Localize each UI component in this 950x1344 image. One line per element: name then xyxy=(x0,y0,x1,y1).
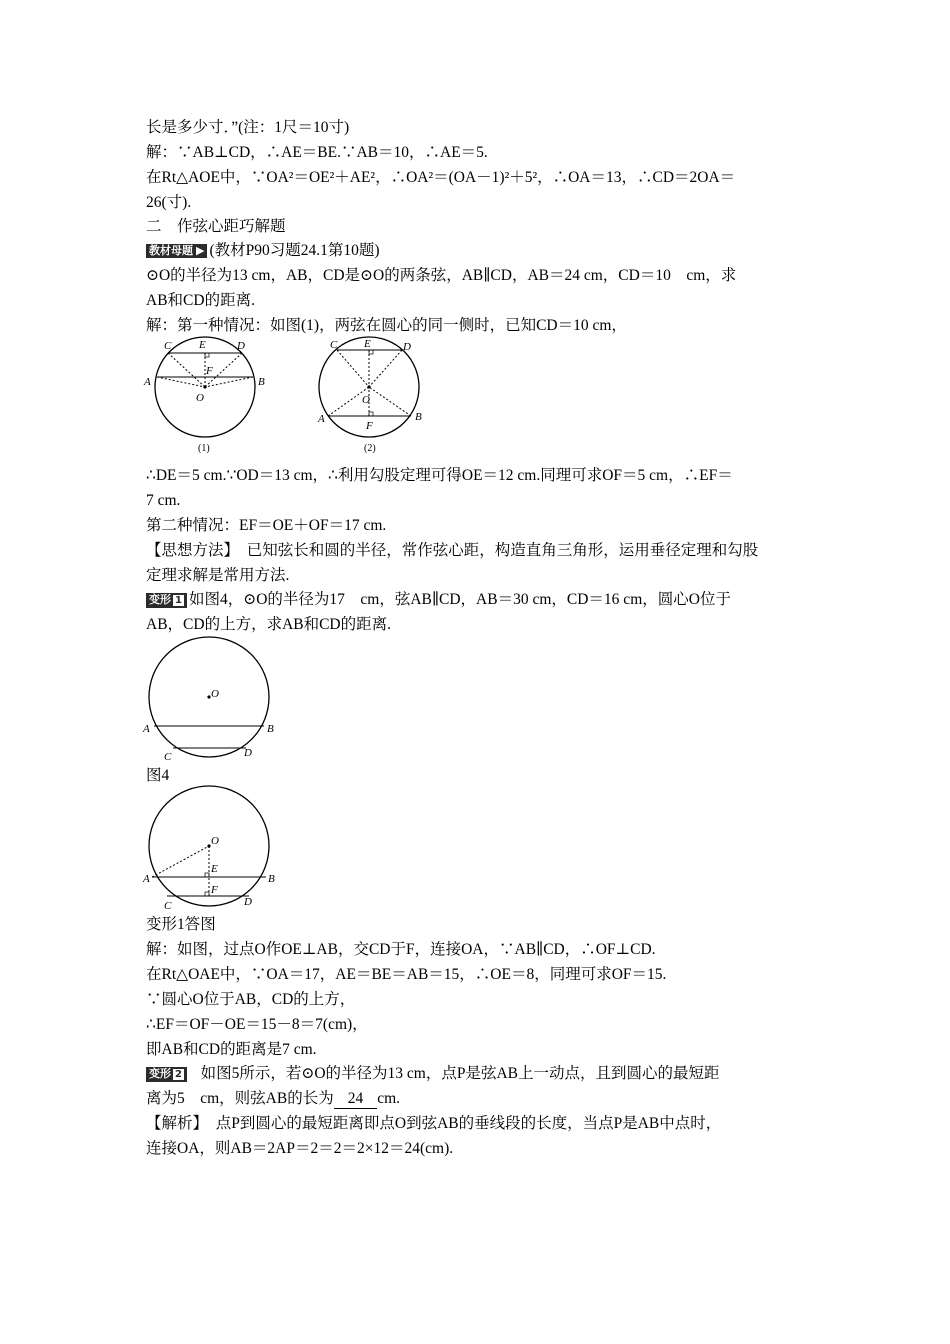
fig2-label-c: C xyxy=(330,339,338,351)
variant-1-tag: 变形 1 xyxy=(146,593,187,608)
ans-label-d: D xyxy=(244,896,252,908)
fig1-label-a: A xyxy=(144,376,151,388)
text-line-3: 在Rt△AOE中，∵OA²＝OE²＋AE²，∴OA²＝(OA－1)²＋5²，∴OA＝13，∴CD＝2OA＝ xyxy=(146,169,736,186)
text-line-11: 7 cm. xyxy=(146,492,181,509)
section-heading: 二 作弦心距巧解题 xyxy=(146,218,286,235)
fig4-label-a: A xyxy=(143,723,150,735)
text-line-9: 解：第一种情况：如图(1)，两弦在圆心的同一侧时，已知CD＝10 cm， xyxy=(146,317,627,334)
text-line-18: 在Rt△OAE中，∵OA＝17，AE＝BE＝AB＝15，∴OE＝8，同理可求OF＝15. xyxy=(146,966,667,983)
fig1-label-e: E xyxy=(199,339,206,351)
fig2-label-a: A xyxy=(318,413,325,425)
textbook-tag: 教材母题 ▶ xyxy=(146,244,207,258)
text-line-6: 教材母题 ▶ (教材P90习题24.1第10题) xyxy=(146,240,380,262)
ans-label-f: F xyxy=(211,884,218,896)
text-line-1: 长是多少寸．”(注：1尺＝10寸) xyxy=(146,119,350,136)
text-line-15: 变形 1 如图4，⊙O的半径为17 cm，弦AB∥CD，AB＝30 cm，CD＝16 cm，圆心O位于 xyxy=(146,589,731,611)
answer-figure-caption: 变形1答图 xyxy=(146,916,216,933)
fig1-label-d: D xyxy=(237,340,245,352)
text-line-2: 解：∵AB⊥CD，∴AE＝BE.∵AB＝10，∴AE＝5. xyxy=(146,144,488,161)
text-line-17: 解：如图，过点O作OE⊥AB，交CD于F，连接OA，∵AB∥CD，∴OF⊥CD. xyxy=(146,941,656,958)
answer-figure xyxy=(140,786,290,911)
fig2-caption: (2) xyxy=(364,443,376,454)
text-line-12: 第二种情况：EF＝OE＋OF＝17 cm. xyxy=(146,517,387,534)
text-line-24: 【解析】 点P到圆心的最短距离即点O到弦AB的垂线段的长度，当点P是AB中点时， xyxy=(146,1115,722,1132)
figure-4 xyxy=(140,638,290,763)
answer-blank: 24 xyxy=(334,1090,378,1109)
ans-label-e: E xyxy=(211,863,218,875)
figure-1 xyxy=(142,336,282,456)
play-icon: ▶ xyxy=(196,244,205,257)
figure-4-caption: 图4 xyxy=(146,767,170,784)
figure-2 xyxy=(316,336,456,456)
text-line-16: AB，CD的上方，求AB和CD的距离. xyxy=(146,616,392,633)
text-line-8: AB和CD的距离. xyxy=(146,292,255,309)
fig1-label-f: F xyxy=(206,365,213,377)
variant-2-tag: 变形 2 xyxy=(146,1067,187,1082)
fig4-label-d: D xyxy=(244,747,252,759)
ans-label-o: O xyxy=(211,835,219,847)
text-line-23: 离为5 cm，则弦AB的长为 24 cm. xyxy=(146,1090,401,1107)
fig2-label-f: F xyxy=(366,420,373,432)
fig2-label-d: D xyxy=(403,341,411,353)
ans-label-b: B xyxy=(268,873,275,885)
text-line-22: 变形 2 如图5所示，若⊙O的半径为13 cm，点P是弦AB上一动点，且到圆心的最短距 xyxy=(146,1063,720,1085)
fig4-label-o: O xyxy=(211,688,219,700)
fig2-label-o: O xyxy=(362,394,370,406)
fig4-label-b: B xyxy=(267,723,274,735)
text-line-21: 即AB和CD的距离是7 cm. xyxy=(146,1041,317,1058)
ans-label-a: A xyxy=(143,873,150,885)
text-line-19: ∵圆心O位于AB，CD的上方， xyxy=(146,991,356,1008)
text-line-4: 26(寸). xyxy=(146,194,192,211)
fig2-label-b: B xyxy=(415,411,422,423)
fig1-label-c: C xyxy=(164,340,172,352)
text-line-13: 【思想方法】 已知弦长和圆的半径，常作弦心距，构造直角三角形，运用垂径定理和勾股 xyxy=(146,542,759,559)
fig4-label-c: C xyxy=(164,751,172,763)
text-line-7: ⊙O的半径为13 cm，AB，CD是⊙O的两条弦，AB∥CD，AB＝24 cm，CD＝10 cm，求 xyxy=(146,267,737,284)
fig1-label-b: B xyxy=(258,376,265,388)
fig1-label-o: O xyxy=(196,392,204,404)
text-line-10: ∴DE＝5 cm.∵OD＝13 cm，∴利用勾股定理可得OE＝12 cm.同理可求OF＝5 cm，∴EF＝ xyxy=(146,467,733,484)
text-line-20: ∴EF＝OF－OE＝15－8＝7(cm)， xyxy=(146,1016,368,1033)
fig1-caption: (1) xyxy=(198,443,210,454)
text-line-14: 定理求解是常用方法. xyxy=(146,567,290,584)
text-line-25: 连接OA，则AB＝2AP＝2＝2＝2×12＝24(cm). xyxy=(146,1140,454,1157)
fig2-label-e: E xyxy=(364,338,371,350)
ans-label-c: C xyxy=(164,900,172,912)
